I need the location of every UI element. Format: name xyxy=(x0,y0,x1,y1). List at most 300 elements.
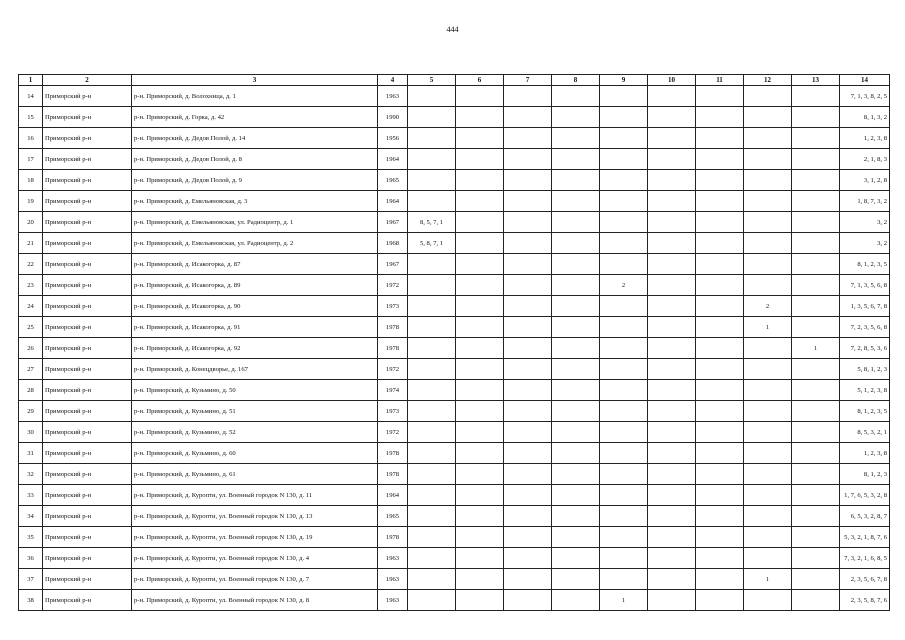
address-cell: р-н. Приморский, д. Кузьмино, д. 61 xyxy=(132,464,378,485)
year-cell: 1963 xyxy=(378,569,408,590)
col5-cell xyxy=(408,569,456,590)
column-header-13: 13 xyxy=(792,75,840,86)
col11-cell xyxy=(696,590,744,611)
col14-cell: 3, 2 xyxy=(840,212,890,233)
col8-cell xyxy=(552,149,600,170)
col9-cell xyxy=(600,212,648,233)
table-row xyxy=(19,359,890,380)
col7-cell xyxy=(504,527,552,548)
row-number-cell: 37 xyxy=(19,569,43,590)
col11-cell xyxy=(696,359,744,380)
col7-cell xyxy=(504,464,552,485)
col14-cell: 1, 8, 7, 3, 2 xyxy=(840,191,890,212)
year-cell: 1968 xyxy=(378,233,408,254)
col11-cell xyxy=(696,233,744,254)
year-cell: 1990 xyxy=(378,107,408,128)
col13-cell xyxy=(792,548,840,569)
col12-cell xyxy=(744,338,792,359)
col6-cell xyxy=(456,401,504,422)
year-cell: 1956 xyxy=(378,128,408,149)
col5-cell xyxy=(408,590,456,611)
row-number-cell: 24 xyxy=(19,296,43,317)
col8-cell xyxy=(552,107,600,128)
col13-cell xyxy=(792,506,840,527)
col14-cell: 2, 1, 8, 3 xyxy=(840,149,890,170)
col7-cell xyxy=(504,212,552,233)
col12-cell xyxy=(744,275,792,296)
col11-cell xyxy=(696,569,744,590)
address-cell: р-н. Приморский, д. Исакогорка, д. 90 xyxy=(132,296,378,317)
col9-cell xyxy=(600,191,648,212)
table-row xyxy=(19,548,890,569)
address-cell: р-н. Приморский, д. Исакогорка, д. 92 xyxy=(132,338,378,359)
col12-cell xyxy=(744,506,792,527)
column-header-14: 14 xyxy=(840,75,890,86)
district-cell: Приморский р-н xyxy=(43,485,132,506)
housing-registry-table xyxy=(18,74,890,611)
year-cell: 1964 xyxy=(378,485,408,506)
col5-cell: 5, 8, 7, 1 xyxy=(408,233,456,254)
col7-cell xyxy=(504,401,552,422)
year-cell: 1967 xyxy=(378,254,408,275)
col12-cell xyxy=(744,548,792,569)
col8-cell xyxy=(552,506,600,527)
col14-cell: 8, 5, 3, 2, 1 xyxy=(840,422,890,443)
col9-cell xyxy=(600,443,648,464)
col10-cell xyxy=(648,191,696,212)
col8-cell xyxy=(552,422,600,443)
col9-cell xyxy=(600,254,648,275)
table-row xyxy=(19,590,890,611)
col5-cell xyxy=(408,254,456,275)
column-header-11: 11 xyxy=(696,75,744,86)
district-cell: Приморский р-н xyxy=(43,338,132,359)
address-cell: р-н. Приморский, д. Куропти, ул. Военный городок N 130, д. 13 xyxy=(132,506,378,527)
col7-cell xyxy=(504,443,552,464)
col11-cell xyxy=(696,212,744,233)
col14-cell: 7, 2, 8, 5, 3, 6 xyxy=(840,338,890,359)
col6-cell xyxy=(456,233,504,254)
table-row xyxy=(19,338,890,359)
col10-cell xyxy=(648,359,696,380)
table-row xyxy=(19,464,890,485)
col10-cell xyxy=(648,443,696,464)
col7-cell xyxy=(504,170,552,191)
district-cell: Приморский р-н xyxy=(43,128,132,149)
col8-cell xyxy=(552,233,600,254)
col12-cell: 1 xyxy=(744,569,792,590)
col12-cell xyxy=(744,128,792,149)
col10-cell xyxy=(648,380,696,401)
district-cell: Приморский р-н xyxy=(43,275,132,296)
col14-cell: 7, 2, 3, 5, 6, 8 xyxy=(840,317,890,338)
district-cell: Приморский р-н xyxy=(43,506,132,527)
col12-cell xyxy=(744,380,792,401)
col8-cell xyxy=(552,359,600,380)
table-row xyxy=(19,485,890,506)
col8-cell xyxy=(552,191,600,212)
col5-cell xyxy=(408,380,456,401)
col10-cell xyxy=(648,485,696,506)
year-cell: 1963 xyxy=(378,590,408,611)
col6-cell xyxy=(456,485,504,506)
address-cell: р-н. Приморский, д. Исакогорка, д. 87 xyxy=(132,254,378,275)
year-cell: 1964 xyxy=(378,149,408,170)
year-cell: 1972 xyxy=(378,359,408,380)
column-header-5: 5 xyxy=(408,75,456,86)
address-cell: р-н. Приморский, д. Куропти, ул. Военный городок N 130, д. 8 xyxy=(132,590,378,611)
col8-cell xyxy=(552,443,600,464)
col14-cell: 1, 7, 6, 5, 3, 2, 8 xyxy=(840,485,890,506)
col12-cell xyxy=(744,86,792,107)
district-cell: Приморский р-н xyxy=(43,464,132,485)
col6-cell xyxy=(456,464,504,485)
col6-cell xyxy=(456,149,504,170)
col6-cell xyxy=(456,254,504,275)
col9-cell xyxy=(600,569,648,590)
col9-cell xyxy=(600,128,648,149)
col8-cell xyxy=(552,485,600,506)
col14-cell: 3, 2 xyxy=(840,233,890,254)
district-cell: Приморский р-н xyxy=(43,254,132,275)
col5-cell xyxy=(408,191,456,212)
col5-cell xyxy=(408,443,456,464)
table-body xyxy=(19,86,890,611)
col14-cell: 8, 1, 2, 3, 5 xyxy=(840,254,890,275)
col10-cell xyxy=(648,590,696,611)
col7-cell xyxy=(504,569,552,590)
table-row xyxy=(19,107,890,128)
address-cell: р-н. Приморский, д. Кузьмино, д. 51 xyxy=(132,401,378,422)
district-cell: Приморский р-н xyxy=(43,527,132,548)
col9-cell xyxy=(600,107,648,128)
col5-cell xyxy=(408,464,456,485)
col12-cell xyxy=(744,107,792,128)
col9-cell xyxy=(600,359,648,380)
page-number: 444 xyxy=(446,25,459,34)
year-cell: 1963 xyxy=(378,548,408,569)
col10-cell xyxy=(648,296,696,317)
col5-cell xyxy=(408,359,456,380)
col5-cell xyxy=(408,107,456,128)
col14-cell: 1, 2, 3, 8 xyxy=(840,443,890,464)
table-row xyxy=(19,443,890,464)
address-cell: р-н. Приморский, д. Куропти, ул. Военный городок N 130, д. 7 xyxy=(132,569,378,590)
table-row xyxy=(19,380,890,401)
year-cell: 1972 xyxy=(378,422,408,443)
col12-cell xyxy=(744,170,792,191)
col9-cell xyxy=(600,422,648,443)
col11-cell xyxy=(696,317,744,338)
col9-cell xyxy=(600,464,648,485)
col10-cell xyxy=(648,107,696,128)
year-cell: 1967 xyxy=(378,212,408,233)
col9-cell xyxy=(600,338,648,359)
district-cell: Приморский р-н xyxy=(43,569,132,590)
col11-cell xyxy=(696,422,744,443)
col9-cell xyxy=(600,380,648,401)
col7-cell xyxy=(504,359,552,380)
row-number-cell: 20 xyxy=(19,212,43,233)
col8-cell xyxy=(552,254,600,275)
table-row xyxy=(19,317,890,338)
address-cell: р-н. Приморский, д. Исакогорка, д. 89 xyxy=(132,275,378,296)
address-cell: р-н. Приморский, д. Емельяновская, ул. Радиоцентр, д. 2 xyxy=(132,233,378,254)
col12-cell: 1 xyxy=(744,317,792,338)
col13-cell xyxy=(792,149,840,170)
year-cell: 1978 xyxy=(378,443,408,464)
col8-cell xyxy=(552,275,600,296)
district-cell: Приморский р-н xyxy=(43,107,132,128)
col7-cell xyxy=(504,506,552,527)
col12-cell xyxy=(744,590,792,611)
col13-cell: 1 xyxy=(792,338,840,359)
address-cell: р-н. Приморский, д. Конецдворье, д. 167 xyxy=(132,359,378,380)
col10-cell xyxy=(648,86,696,107)
column-header-6: 6 xyxy=(456,75,504,86)
col7-cell xyxy=(504,422,552,443)
col8-cell xyxy=(552,86,600,107)
col9-cell xyxy=(600,296,648,317)
col14-cell: 6, 5, 3, 2, 8, 7 xyxy=(840,506,890,527)
col14-cell: 8, 1, 2, 3 xyxy=(840,464,890,485)
col14-cell: 5, 3, 2, 1, 8, 7, 6 xyxy=(840,527,890,548)
table-row xyxy=(19,233,890,254)
col13-cell xyxy=(792,170,840,191)
col10-cell xyxy=(648,170,696,191)
address-cell: р-н. Приморский, д. Куропти, ул. Военный городок N 130, д. 4 xyxy=(132,548,378,569)
col9-cell xyxy=(600,170,648,191)
col6-cell xyxy=(456,86,504,107)
col7-cell xyxy=(504,128,552,149)
col11-cell xyxy=(696,527,744,548)
col11-cell xyxy=(696,401,744,422)
row-number-cell: 27 xyxy=(19,359,43,380)
column-header-1: 1 xyxy=(19,75,43,86)
col6-cell xyxy=(456,359,504,380)
address-cell: р-н. Приморский, д. Куропти, ул. Военный городок N 130, д. 11 xyxy=(132,485,378,506)
table-row xyxy=(19,149,890,170)
district-cell: Приморский р-н xyxy=(43,191,132,212)
col8-cell xyxy=(552,380,600,401)
col9-cell: 2 xyxy=(600,275,648,296)
col9-cell xyxy=(600,485,648,506)
col6-cell xyxy=(456,506,504,527)
col9-cell xyxy=(600,317,648,338)
col14-cell: 2, 3, 5, 6, 7, 8 xyxy=(840,569,890,590)
col12-cell xyxy=(744,359,792,380)
col6-cell xyxy=(456,338,504,359)
address-cell: р-н. Приморский, д. Горка, д. 42 xyxy=(132,107,378,128)
row-number-cell: 15 xyxy=(19,107,43,128)
col8-cell xyxy=(552,464,600,485)
column-header-2: 2 xyxy=(43,75,132,86)
col8-cell xyxy=(552,548,600,569)
column-header-12: 12 xyxy=(744,75,792,86)
col7-cell xyxy=(504,380,552,401)
col8-cell xyxy=(552,128,600,149)
address-cell: р-н. Приморский, д. Исакогорка, д. 91 xyxy=(132,317,378,338)
col6-cell xyxy=(456,569,504,590)
col7-cell xyxy=(504,485,552,506)
col7-cell xyxy=(504,317,552,338)
table-row xyxy=(19,422,890,443)
col13-cell xyxy=(792,128,840,149)
col5-cell xyxy=(408,548,456,569)
col5-cell xyxy=(408,296,456,317)
col13-cell xyxy=(792,254,840,275)
col5-cell xyxy=(408,275,456,296)
col8-cell xyxy=(552,590,600,611)
district-cell: Приморский р-н xyxy=(43,590,132,611)
table-row xyxy=(19,296,890,317)
col5-cell: 8, 5, 7, 1 xyxy=(408,212,456,233)
col10-cell xyxy=(648,506,696,527)
col7-cell xyxy=(504,548,552,569)
col12-cell xyxy=(744,191,792,212)
row-number-cell: 14 xyxy=(19,86,43,107)
col14-cell: 1, 2, 3, 8 xyxy=(840,128,890,149)
col11-cell xyxy=(696,380,744,401)
column-header-4: 4 xyxy=(378,75,408,86)
col11-cell xyxy=(696,443,744,464)
col12-cell xyxy=(744,464,792,485)
col9-cell xyxy=(600,86,648,107)
col6-cell xyxy=(456,317,504,338)
table-row xyxy=(19,86,890,107)
address-cell: р-н. Приморский, д. Кузьмино, д. 52 xyxy=(132,422,378,443)
col5-cell xyxy=(408,485,456,506)
col5-cell xyxy=(408,128,456,149)
col7-cell xyxy=(504,191,552,212)
col10-cell xyxy=(648,317,696,338)
column-header-10: 10 xyxy=(648,75,696,86)
col5-cell xyxy=(408,317,456,338)
address-cell: р-н. Приморский, д. Дедов Полой, д. 14 xyxy=(132,128,378,149)
row-number-cell: 33 xyxy=(19,485,43,506)
col13-cell xyxy=(792,233,840,254)
year-cell: 1963 xyxy=(378,86,408,107)
row-number-cell: 36 xyxy=(19,548,43,569)
col14-cell: 7, 1, 3, 5, 6, 8 xyxy=(840,275,890,296)
address-cell: р-н. Приморский, д. Кузьмино, д. 60 xyxy=(132,443,378,464)
district-cell: Приморский р-н xyxy=(43,86,132,107)
col14-cell: 8, 1, 2, 3, 5 xyxy=(840,401,890,422)
address-cell: р-н. Приморский, д. Емельяновская, д. 3 xyxy=(132,191,378,212)
col6-cell xyxy=(456,590,504,611)
col14-cell: 7, 3, 2, 1, 6, 8, 5 xyxy=(840,548,890,569)
col14-cell: 3, 1, 2, 8 xyxy=(840,170,890,191)
col11-cell xyxy=(696,296,744,317)
district-cell: Приморский р-н xyxy=(43,359,132,380)
col10-cell xyxy=(648,464,696,485)
col12-cell xyxy=(744,254,792,275)
district-cell: Приморский р-н xyxy=(43,401,132,422)
col13-cell xyxy=(792,464,840,485)
table-row xyxy=(19,569,890,590)
header-row xyxy=(19,75,890,86)
col13-cell xyxy=(792,422,840,443)
col5-cell xyxy=(408,170,456,191)
col10-cell xyxy=(648,548,696,569)
col11-cell xyxy=(696,464,744,485)
table-row xyxy=(19,275,890,296)
col12-cell xyxy=(744,233,792,254)
col5-cell xyxy=(408,527,456,548)
col11-cell xyxy=(696,149,744,170)
col10-cell xyxy=(648,212,696,233)
col6-cell xyxy=(456,380,504,401)
col6-cell xyxy=(456,527,504,548)
row-number-cell: 38 xyxy=(19,590,43,611)
col8-cell xyxy=(552,317,600,338)
col9-cell xyxy=(600,401,648,422)
col7-cell xyxy=(504,296,552,317)
table-row xyxy=(19,191,890,212)
table-row xyxy=(19,170,890,191)
col7-cell xyxy=(504,233,552,254)
col7-cell xyxy=(504,275,552,296)
col5-cell xyxy=(408,338,456,359)
year-cell: 1964 xyxy=(378,191,408,212)
col12-cell xyxy=(744,485,792,506)
year-cell: 1965 xyxy=(378,506,408,527)
col10-cell xyxy=(648,338,696,359)
col12-cell xyxy=(744,401,792,422)
col7-cell xyxy=(504,254,552,275)
col11-cell xyxy=(696,107,744,128)
col8-cell xyxy=(552,527,600,548)
year-cell: 1973 xyxy=(378,401,408,422)
col5-cell xyxy=(408,149,456,170)
col14-cell: 5, 8, 1, 2, 3 xyxy=(840,359,890,380)
col13-cell xyxy=(792,527,840,548)
col8-cell xyxy=(552,401,600,422)
row-number-cell: 34 xyxy=(19,506,43,527)
address-cell: р-н. Приморский, д. Кузьмино, д. 50 xyxy=(132,380,378,401)
year-cell: 1974 xyxy=(378,380,408,401)
col11-cell xyxy=(696,548,744,569)
table-row xyxy=(19,506,890,527)
address-cell: р-н. Приморский, д. Дедов Полой, д. 8 xyxy=(132,149,378,170)
col13-cell xyxy=(792,590,840,611)
col12-cell xyxy=(744,149,792,170)
address-cell: р-н. Приморский, д. Емельяновская, ул. Радиоцентр, д. 1 xyxy=(132,212,378,233)
row-number-cell: 28 xyxy=(19,380,43,401)
year-cell: 1978 xyxy=(378,464,408,485)
year-cell: 1978 xyxy=(378,338,408,359)
col10-cell xyxy=(648,233,696,254)
col13-cell xyxy=(792,212,840,233)
col9-cell xyxy=(600,149,648,170)
row-number-cell: 26 xyxy=(19,338,43,359)
col14-cell: 5, 1, 2, 3, 8 xyxy=(840,380,890,401)
col9-cell xyxy=(600,548,648,569)
col8-cell xyxy=(552,338,600,359)
col7-cell xyxy=(504,107,552,128)
row-number-cell: 29 xyxy=(19,401,43,422)
col6-cell xyxy=(456,212,504,233)
district-cell: Приморский р-н xyxy=(43,317,132,338)
col6-cell xyxy=(456,443,504,464)
column-header-8: 8 xyxy=(552,75,600,86)
column-header-7: 7 xyxy=(504,75,552,86)
col14-cell: 7, 1, 3, 8, 2, 5 xyxy=(840,86,890,107)
col11-cell xyxy=(696,128,744,149)
col10-cell xyxy=(648,527,696,548)
year-cell: 1972 xyxy=(378,275,408,296)
district-cell: Приморский р-н xyxy=(43,212,132,233)
